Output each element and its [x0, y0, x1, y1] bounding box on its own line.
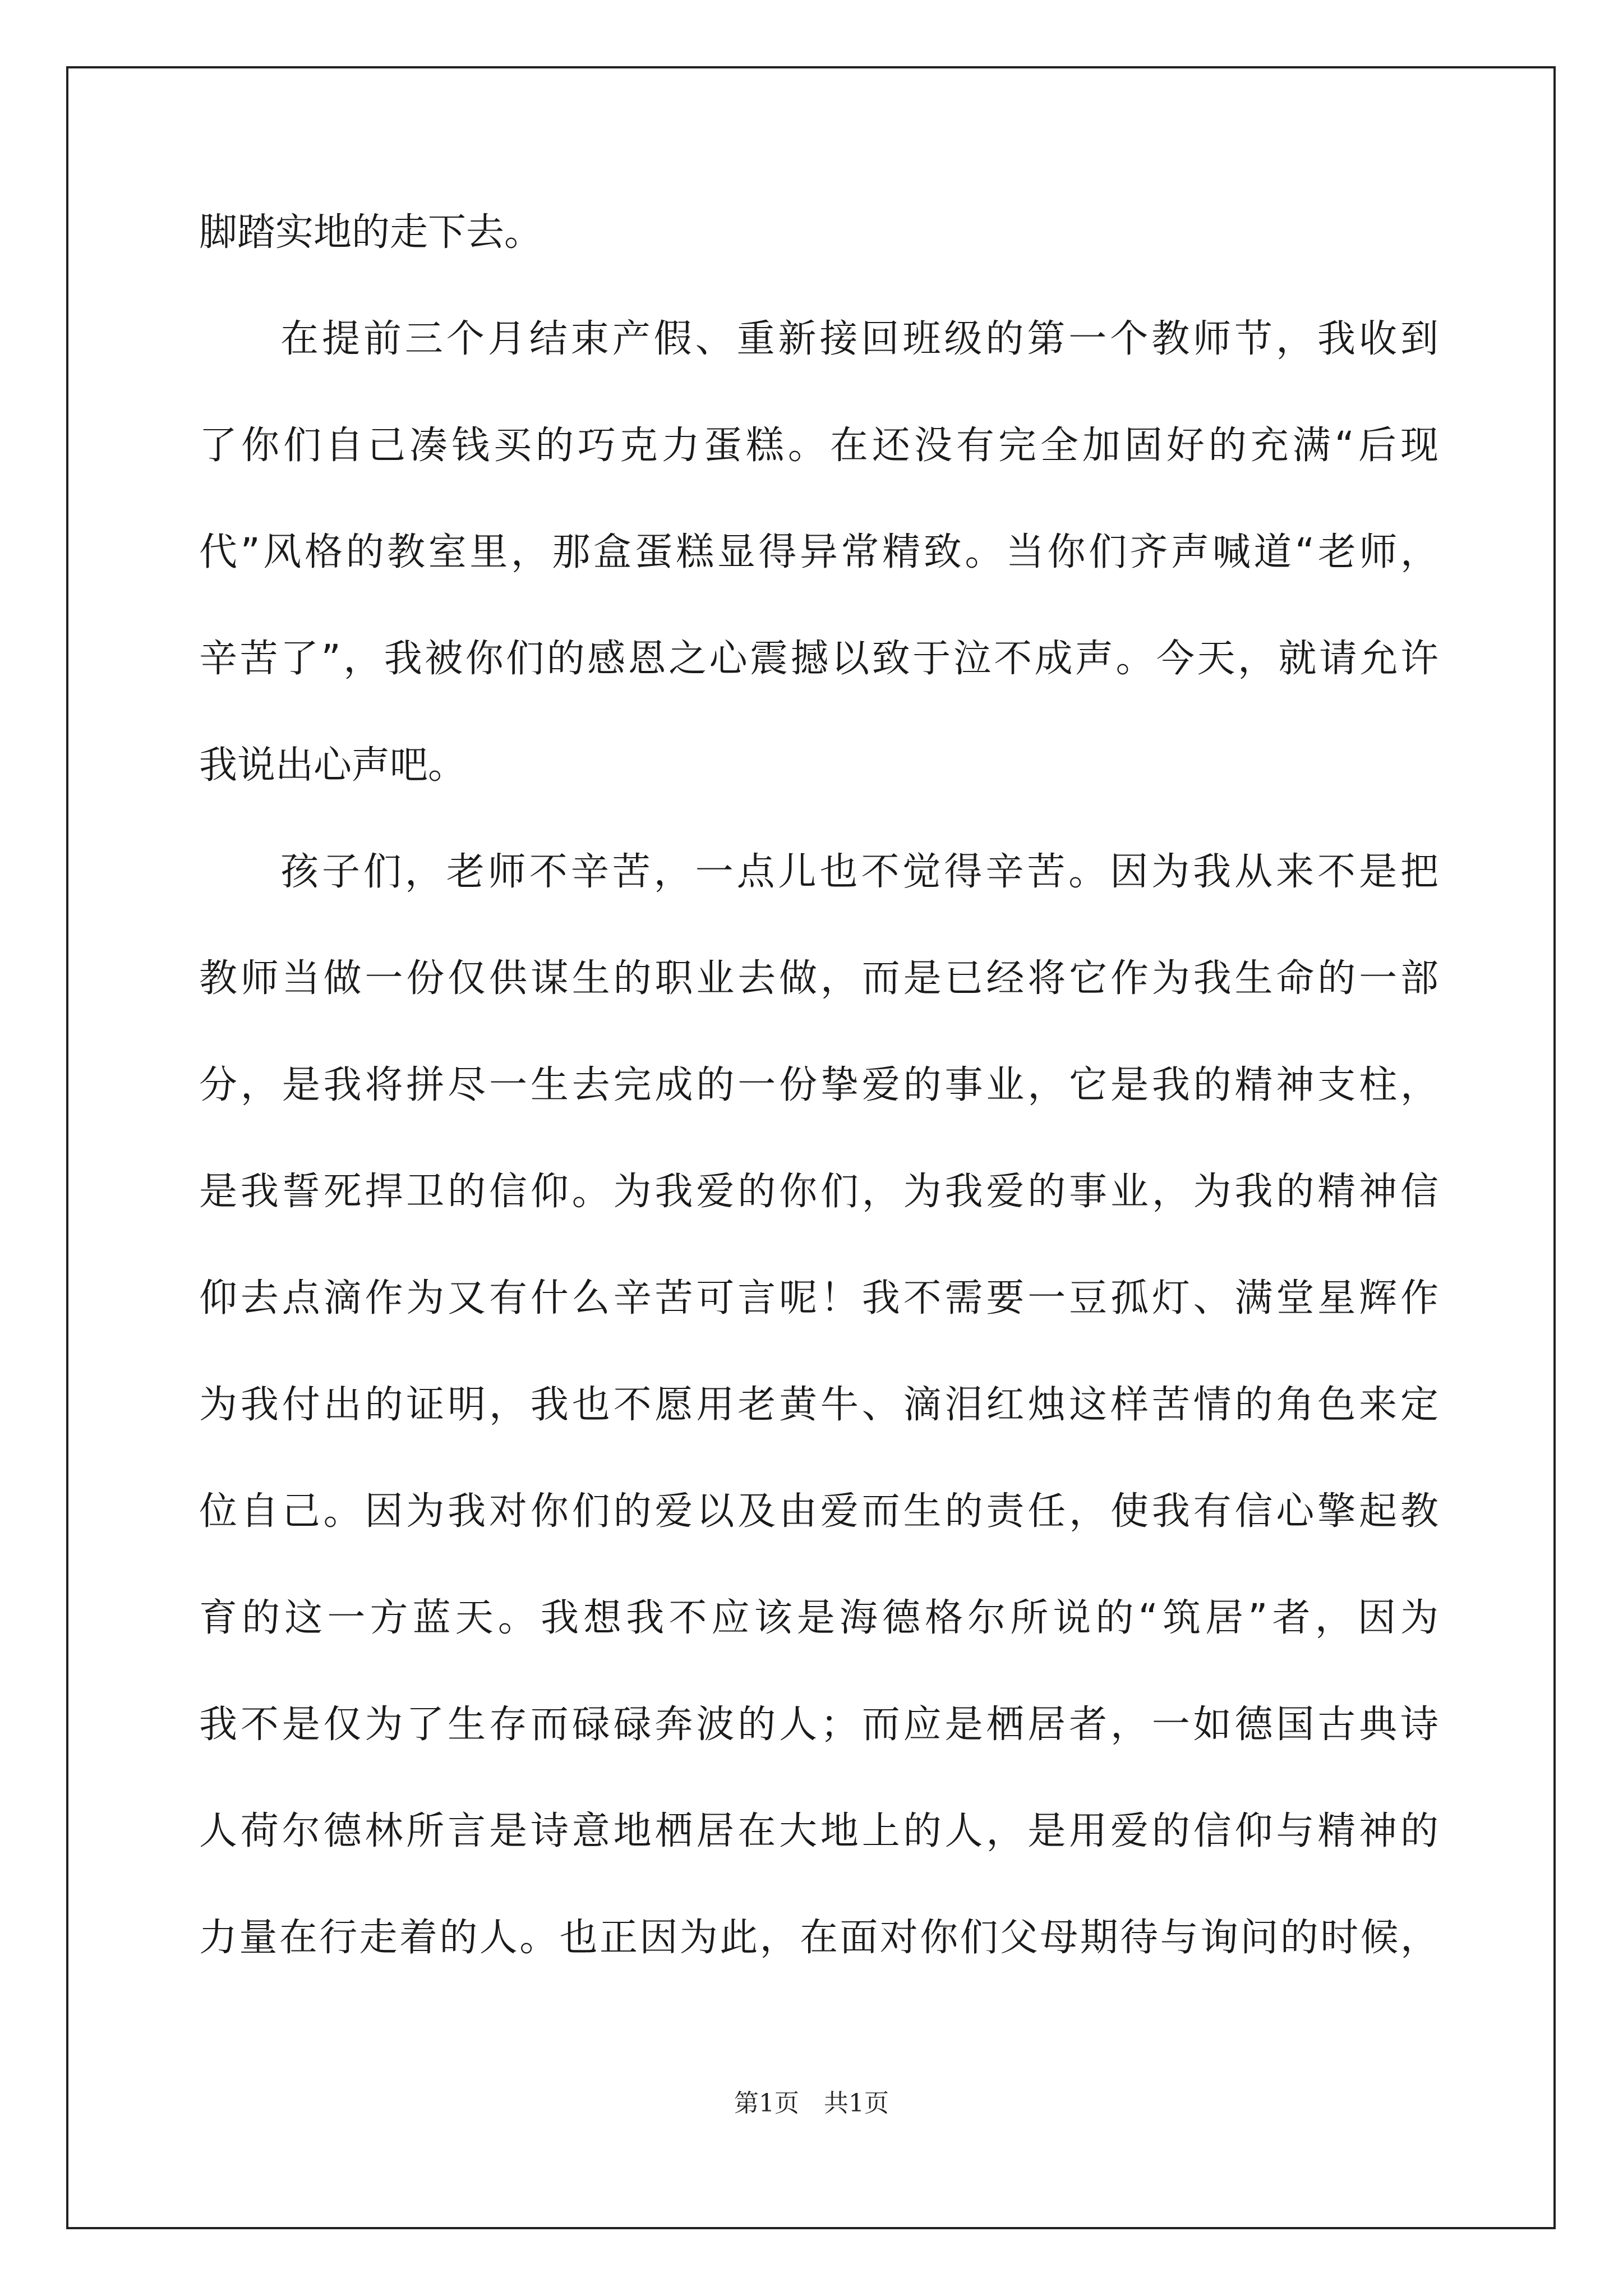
text-line: 分，是我将拼尽一生去完成的一份挚爱的事业，它是我的精神支柱，	[199, 1063, 1438, 1107]
text-line: 育的这一方蓝天。我想我不应该是海德格尔所说的“筑居”者，因为	[199, 1596, 1438, 1640]
text-line: 辛苦了”，我被你们的感恩之心震撼以致于泣不成声。今天，就请允许	[199, 637, 1438, 681]
text-line: 为我付出的证明，我也不愿用老黄牛、滴泪红烛这样苦情的角色来定	[199, 1383, 1438, 1427]
text-line: 我不是仅为了生存而碌碌奔波的人；而应是栖居者，一如德国古典诗	[199, 1703, 1438, 1747]
text-line: 人荷尔德林所言是诗意地栖居在大地上的人，是用爱的信仰与精神的	[199, 1809, 1438, 1853]
page-total: 共1页	[824, 2089, 889, 2118]
text-line: 在提前三个月结束产假、重新接回班级的第一个教师节，我收到	[280, 317, 1438, 361]
text-line: 位自己。因为我对你们的爱以及由爱而生的责任，使我有信心擎起教	[199, 1489, 1438, 1534]
text-line: 脚踏实地的走下去。	[199, 210, 543, 255]
page-number: 第1页	[734, 2089, 799, 2118]
text-line: 了你们自己凑钱买的巧克力蛋糕。在还没有完全加固好的充满“后现	[199, 424, 1438, 468]
text-line: 孩子们，老师不辛苦，一点儿也不觉得辛苦。因为我从来不是把	[280, 850, 1438, 894]
text-line: 是我誓死捍卫的信仰。为我爱的你们，为我爱的事业，为我的精神信	[199, 1170, 1438, 1214]
text-line: 我说出心声吧。	[199, 743, 467, 788]
page-footer	[0, 2087, 1623, 2120]
text-line: 代”风格的教室里，那盒蛋糕显得异常精致。当你们齐声喊道“老师，	[199, 530, 1438, 574]
text-line: 仰去点滴作为又有什么辛苦可言呢！我不需要一豆孤灯、满堂星辉作	[199, 1276, 1438, 1320]
text-line: 教师当做一份仅供谋生的职业去做，而是已经将它作为我生命的一部	[199, 956, 1438, 1001]
text-line: 力量在行走着的人。也正因为此，在面对你们父母期待与询问的时候，	[199, 1916, 1438, 1960]
